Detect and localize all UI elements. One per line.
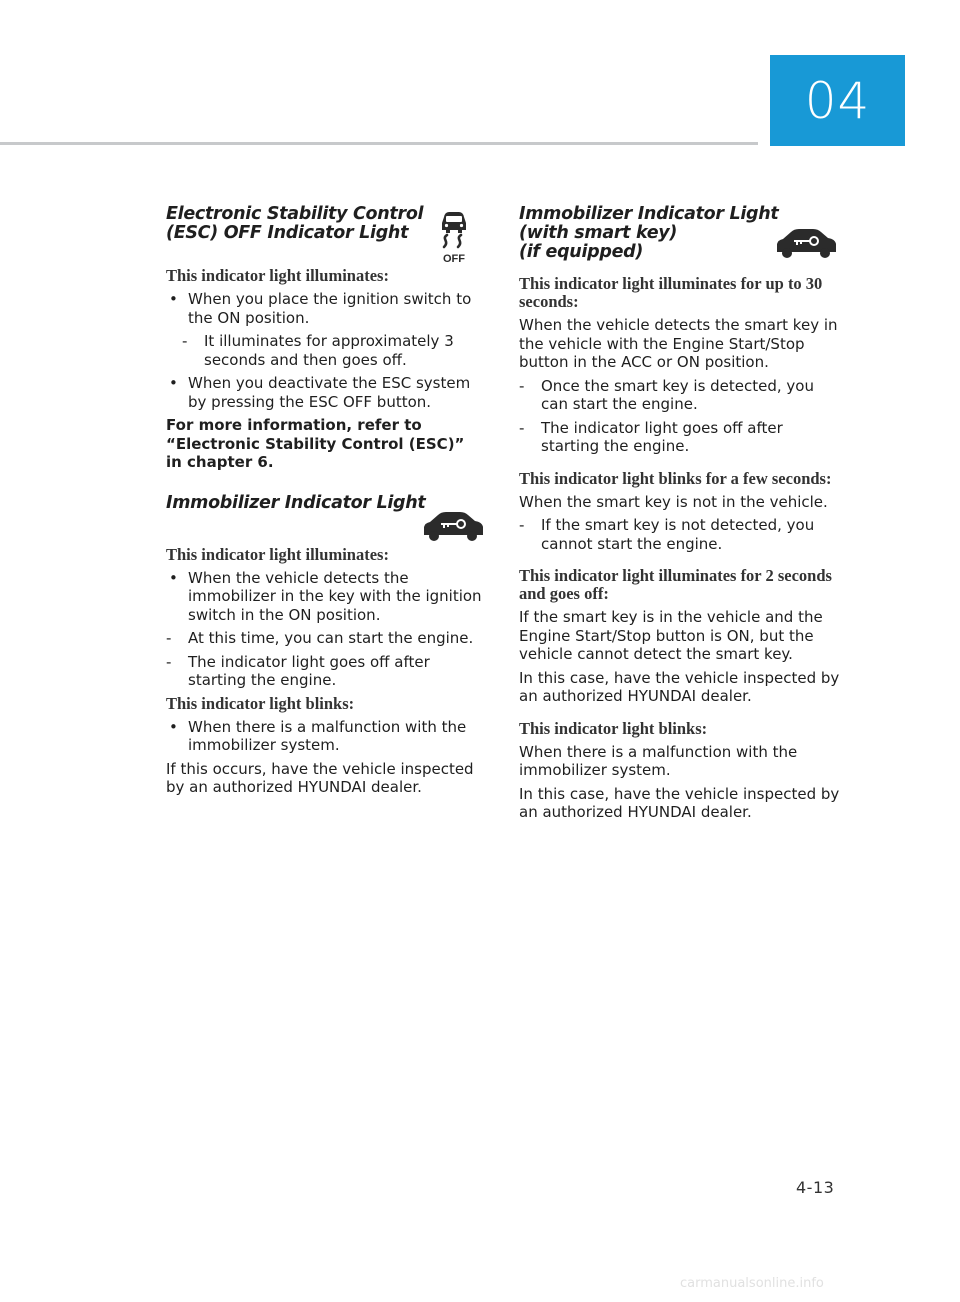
smart-key-immobilizer-section: [519, 205, 841, 822]
immobilizer-key-icon: [420, 508, 486, 542]
smart-key-para-1: When the vehicle detects the smart key in the vehicle with the Engine Start/Stop button in the ACC or ON position.: [519, 316, 838, 371]
right-column: [519, 205, 841, 827]
smart-key-para-2: When the smart key is not in the vehicle.: [519, 492, 828, 511]
smart-key-heading: [519, 205, 841, 267]
smart-key-para-6: In this case, have the vehicle inspected by an authorized HYUNDAI dealer.: [519, 784, 840, 821]
smart-key-lead-4: This indicator light blinks:: [519, 718, 708, 738]
footer-watermark: carmanualsonline.info: [680, 1276, 824, 1291]
bullet-marker: •: [169, 290, 178, 308]
immobilizer-heading: [166, 494, 484, 546]
immobilizer-bullet-1: [166, 569, 484, 625]
smart-key-para-3: If the smart key is in the vehicle and the Engine Start/Stop button is ON, but the vehicle cannot detect the smart key.: [519, 608, 823, 663]
dash-marker: -: [166, 629, 172, 647]
smart-key-lead-3: This indicator light illuminates for 2 seconds and goes off:: [519, 566, 832, 603]
smart-key-dash-1-text: Once the smart key is detected, you can start the engine.: [541, 376, 814, 413]
immobilizer-dash-2: [166, 653, 484, 690]
smart-key-title-line1: Immobilizer Indicator Light: [519, 204, 779, 224]
immobilizer-bullet-2-text: When there is a malfunction with the immobilizer system.: [188, 717, 467, 754]
immobilizer-title: Immobilizer Indicator Light: [166, 492, 426, 513]
esc-off-heading: [166, 205, 484, 267]
smart-key-lead-1: This indicator light illuminates for up to 30 seconds:: [519, 274, 823, 311]
smart-key-lead-2: This indicator light blinks for a few seconds:: [519, 468, 832, 488]
smart-key-dash-3: [519, 516, 841, 553]
page-number: 4-13: [796, 1178, 835, 1197]
esc-off-section: [166, 205, 484, 472]
smart-key-para-4: In this case, have the vehicle inspected by an authorized HYUNDAI dealer.: [519, 668, 840, 705]
left-column: [166, 205, 484, 802]
dash-marker: -: [519, 418, 525, 437]
immobilizer-section: [166, 494, 484, 797]
esc-off-title-line1: Electronic Stability Control: [166, 204, 424, 224]
dash-marker: -: [519, 376, 525, 395]
esc-off-title-line2: (ESC) OFF Indicator Light: [166, 223, 409, 243]
immobilizer-bullet-2: [166, 718, 484, 755]
immobilizer-lead-1: This indicator light illuminates:: [166, 544, 389, 564]
esc-bullet-1: [166, 290, 484, 327]
smart-key-dash-3-text: If the smart key is not detected, you cannot start the engine.: [541, 516, 815, 553]
esc-lead: This indicator light illuminates:: [166, 266, 389, 285]
immobilizer-dash-1-text: At this time, you can start the engine.: [188, 629, 474, 647]
esc-off-icon-label: OFF: [443, 253, 465, 265]
chapter-tab: 04: [770, 55, 905, 146]
smart-key-title-line3: (if equipped): [519, 242, 644, 262]
esc-bullet-1-text: When you place the ignition switch to the ON position.: [188, 290, 472, 327]
esc-bullet-2-text: When you deactivate the ESC system by pressing the ESC OFF button.: [188, 374, 471, 411]
immobilizer-lead-2: This indicator light blinks:: [166, 693, 355, 713]
bullet-marker: •: [169, 568, 178, 587]
immobilizer-inspect-note: If this occurs, have the vehicle inspected by an authorized HYUNDAI dealer.: [166, 759, 474, 796]
smart-key-para-5: When there is a malfunction with the immobilizer system.: [519, 742, 798, 779]
smart-key-dash-2: [519, 419, 841, 456]
dash-marker: -: [519, 516, 525, 534]
esc-bullet-1-sub: [182, 332, 484, 369]
smart-key-title-line2: (with smart key): [519, 223, 678, 243]
immobilizer-dash-2-text: The indicator light goes off after starting the engine.: [188, 652, 430, 689]
smart-key-immobilizer-icon: [773, 225, 839, 259]
smart-key-dash-2-text: The indicator light goes off after starting the engine.: [541, 418, 783, 455]
esc-bullet-1-sub-text: It illuminates for approximately 3 seconds and then goes off.: [204, 332, 454, 369]
bullet-marker: •: [169, 717, 178, 736]
esc-off-warning-icon: [434, 209, 474, 265]
esc-reference-note: For more information, refer to “Electronic Stability Control (ESC)” in chapter 6.: [166, 416, 465, 471]
smart-key-dash-1: [519, 377, 841, 414]
dash-marker: -: [182, 332, 188, 350]
esc-bullet-2: [166, 374, 484, 411]
immobilizer-bullet-1-text: When the vehicle detects the immobilizer in the key with the ignition switch in the ON position.: [188, 568, 482, 624]
header-rule: [0, 142, 758, 145]
immobilizer-dash-1: [166, 629, 484, 648]
bullet-marker: •: [169, 374, 178, 392]
dash-marker: -: [166, 652, 172, 671]
